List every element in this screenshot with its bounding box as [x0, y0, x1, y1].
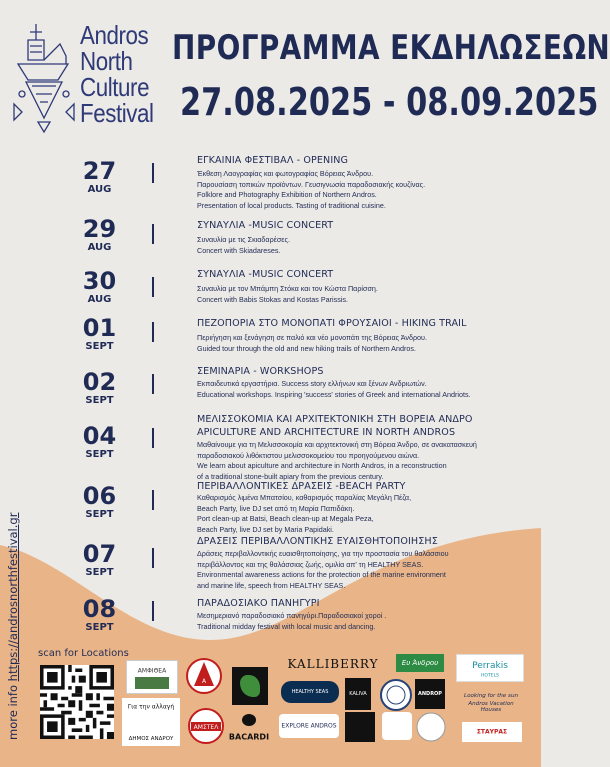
sponsor-amfithea-logo — [126, 660, 178, 694]
event-day: 29 — [82, 215, 117, 243]
event-day: 06 — [82, 482, 117, 510]
event-title: ΣΥΝΑΥΛΙΑ -MUSIC CONCERT — [197, 220, 334, 231]
event-line: Educational workshops. Inspiring 'success' stories of Greek and international Andriots. — [197, 389, 471, 399]
sponsor-androp-logo — [415, 679, 445, 709]
event-line: Concert with Babis Stokas and Kostas Parissis. — [197, 294, 349, 304]
sponsor-round-logo — [416, 712, 446, 742]
event-line: Δράσεις περιβαλλοντικής ευαισθητοποίησης, για την προστασία του θαλάσσιου — [197, 549, 449, 558]
event-day: 30 — [82, 267, 117, 295]
event-line: Συναυλία με τις Σκιαδαρέσες. — [197, 235, 290, 244]
event-day: 04 — [82, 422, 117, 450]
more-info-text — [6, 513, 20, 740]
event-divider — [152, 374, 154, 394]
event-line: We learn about apiculture and architecture in North Andros, in a reconstruction — [197, 461, 447, 470]
event-line: Περιήγηση και ξενάγηση σε παλιό και νέο μονοπάτι της Βόρειας Άνδρου. — [197, 333, 427, 342]
sponsor-dimos-line-1: Για την αλλαγή — [127, 703, 175, 711]
sponsor-efandros-text: Ευ Άνδρου — [401, 659, 439, 667]
sponsor-dark-logo — [345, 712, 375, 742]
event-line: Port clean-up at Batsi, Beach clean-up at Megala Peza, — [197, 514, 374, 523]
event-date — [72, 542, 127, 579]
event-month: SEPT — [85, 449, 114, 460]
logo-line-2: North — [80, 46, 133, 76]
event-date — [72, 316, 127, 353]
event-month: AUG — [87, 242, 112, 253]
event-title: ΔΡΑΣΕΙΣ ΠΕΡΙΒΑΛΛΟΝΤΙΚΗΣ ΕΥΑΙΣΘΗΤΟΠΟΙΗΣΗΣ — [197, 536, 438, 547]
sponsor-efandros-logo — [396, 654, 444, 672]
sponsor-vacation-line-2: Andros Vacation Houses — [468, 700, 514, 713]
sponsor-amfithea-text: ΑΜΦΙΘΕΑ — [137, 667, 167, 675]
sponsor-amstel-text: ΑΜΣΤΕΛ — [193, 724, 219, 731]
event-line: Μαθαίνουμε για τη Μελισσοκομία και αρχιτεκτονική στη Βόρεια Άνδρο, σε ανακατασκευή — [197, 440, 477, 449]
event-divider — [152, 490, 154, 510]
sponsor-andros-seal-logo — [380, 679, 412, 711]
event-date — [72, 597, 127, 634]
event-day: 07 — [82, 540, 117, 568]
event-line: Folklore and Photography Exhibition of Northern Andros. — [197, 190, 377, 199]
svg-text:Α: Α — [201, 678, 207, 685]
sponsor-small-logo — [382, 712, 412, 740]
event-date — [72, 424, 127, 461]
sponsor-androp-text: ANDROP — [418, 691, 442, 697]
sponsor-perrakis-sub: HOTELS — [481, 673, 499, 679]
event-day: 08 — [82, 595, 117, 623]
website-link[interactable]: https://androsnorthfestival.gr — [6, 512, 20, 682]
event-date — [72, 484, 127, 521]
event-line: Εκπαιδευτικά εργαστήρια. Success story ελλήνων και ξένων Ανδριωτών. — [197, 379, 427, 388]
sponsor-perrakis-logo — [456, 654, 524, 682]
program-dates: 27.08.2025 - 08.09.2025 — [180, 80, 599, 124]
event-line: Καθαρισμός λιμένα Μπατσίου, καθαρισμός παραλίας Μεγάλη Πέζα, — [197, 493, 412, 502]
sponsor-bacardi-text: BACARDI — [228, 732, 270, 742]
event-line: Beach Party, live DJ set by Maria Papidaki. — [197, 524, 334, 534]
event-month: SEPT — [85, 395, 114, 406]
sponsor-stavras-logo — [462, 722, 522, 742]
event-line: Συναυλία με τον Μπάμπη Στόκα και τον Κώστα Παρίσση. — [197, 284, 378, 293]
event-month: SEPT — [85, 622, 114, 633]
sponsor-dimos-androu-logo — [122, 698, 180, 746]
qr-code[interactable] — [40, 665, 114, 739]
sponsor-perrakis-text: Perrakis — [472, 660, 508, 671]
sponsor-vacation-line-1: Looking for the sun — [463, 692, 519, 699]
event-month: AUG — [87, 184, 112, 195]
event-date — [72, 269, 127, 306]
logo-line-1: Andros — [80, 20, 149, 50]
sponsor-healthyseas-logo — [281, 681, 339, 703]
event-divider — [152, 428, 154, 448]
sponsor-vacation-houses-logo — [458, 688, 524, 714]
event-month: SEPT — [85, 567, 114, 578]
sponsor-kalliberry-text: KALLIBERRY — [287, 657, 379, 671]
event-month: SEPT — [85, 341, 114, 352]
festival-logo-text — [80, 22, 170, 126]
event-day: 01 — [82, 314, 117, 342]
event-divider — [152, 277, 154, 297]
event-title: ΣΕΜΙΝΑΡΙΑ - WORKSHOPS — [197, 366, 324, 377]
event-day: 27 — [82, 157, 117, 185]
event-divider — [152, 322, 154, 342]
sponsor-kaliva-logo — [345, 678, 371, 710]
event-divider — [152, 548, 154, 568]
event-month: SEPT — [85, 509, 114, 520]
event-title: ΕΓΚΑΙΝΙΑ ΦΕΣΤΙΒΑΛ - OPENING — [197, 155, 349, 166]
event-line: Guided tour through the old and new hiking trails of Northern Andros. — [197, 343, 416, 353]
event-line: Έκθεση Λαογραφίας και φωτογραφίας Βόρειας Άνδρου. — [197, 169, 374, 178]
event-title: ΣΥΝΑΥΛΙΑ -MUSIC CONCERT — [197, 269, 334, 280]
program-title: ΠΡΟΓΡΑΜΜΑ ΕΚΔΗΛΩΣΕΩΝ — [172, 28, 610, 68]
event-line: of a traditional stone-built apiary from the previous century. — [197, 471, 384, 481]
sponsor-kalliberry-logo — [285, 655, 381, 673]
event-line: Traditional midday festival with local music and dancing. — [197, 621, 376, 631]
sponsor-stavras-text: ΣΤΑΥΡΑΣ — [476, 728, 508, 736]
event-divider — [152, 601, 154, 621]
sponsor-andros-map-logo — [232, 667, 268, 705]
sponsor-kaliva-text: KALIVA — [349, 691, 367, 697]
event-title: ΠΕΡΙΒΑΛΛΟΝΤΙΚΕΣ ΔΡΑΣΕΙΣ -BEACH PARTY — [197, 481, 406, 492]
sponsor-explore-andros-logo — [279, 714, 339, 738]
sponsor-explore-text: EXPLORE ANDROS — [281, 722, 337, 730]
event-line: Beach Party, live DJ set από τη Μαρία Παπιδάκη. — [197, 503, 355, 513]
event-line: and marine life, speech from HEALTHY SEAS. — [197, 580, 346, 590]
event-line: Παρουσίαση τοπικών προϊόντων. Γευσιγνωσία παραδοσιακής κουζίνας. — [197, 179, 426, 189]
scan-label: scan for Locations — [38, 648, 129, 659]
event-line: Concert with Skiadareses. — [197, 245, 281, 255]
event-line: Presentation of local products. Tasting of traditional cuisine. — [197, 200, 386, 210]
event-title: ΠΑΡΑΔΟΣΙΑΚΟ ΠΑΝΗΓΥΡΙ — [197, 598, 320, 609]
event-title: ΜΕΛΙΣΣΟΚΟΜΙΑ ΚΑΙ ΑΡΧΙΤΕΚΤΟΝΙΚΗ ΣΤΗ ΒΟΡΕΙΑ ΑΝΔΡΟ — [197, 414, 473, 425]
event-line: παραδοσιακού λιθόκτιστου μελισσοκομείου του προηγούμενου αιώνα. — [197, 450, 420, 460]
event-line: περιβάλλοντος και της θαλάσσιας ζωής, ομιλία απ' τη HEALTHY SEAS. — [197, 559, 424, 569]
sponsor-alfa-logo — [186, 656, 222, 696]
logo-line-3: Culture — [80, 72, 150, 102]
sponsor-dimos-line-2: ΔΗΜΟΣ ΑΝΔΡΟΥ — [128, 736, 174, 743]
more-info-label: more info — [6, 681, 20, 740]
event-date — [72, 370, 127, 407]
festival-logo-icon — [8, 20, 80, 140]
logo-line-4: Festival — [80, 98, 154, 128]
event-title: ΠΕΖΟΠΟΡΙΑ ΣΤΟ ΜΟΝΟΠΑΤΙ ΦΡΟΥΣΑΙΟΙ - HIKING TRAIL — [197, 318, 467, 329]
event-date — [72, 159, 127, 196]
sponsor-healthyseas-text: HEALTHY SEAS — [291, 689, 329, 695]
event-date — [72, 217, 127, 254]
event-line: Μεσημεριανό παραδοσιακό πανηγύρι.Παραδοσιακοί χοροί . — [197, 611, 387, 620]
event-month: AUG — [87, 294, 112, 305]
sponsor-amstel-logo — [188, 708, 224, 744]
event-line: Environmental awareness actions for the protection of the marine environment — [197, 570, 446, 579]
event-divider — [152, 163, 154, 183]
event-divider — [152, 224, 154, 244]
event-title-english: APICULTURE AND ARCHITECTURE IN NORTH ANDROS — [197, 427, 456, 438]
event-day: 02 — [82, 368, 117, 396]
sponsor-bacardi-logo — [226, 712, 272, 744]
